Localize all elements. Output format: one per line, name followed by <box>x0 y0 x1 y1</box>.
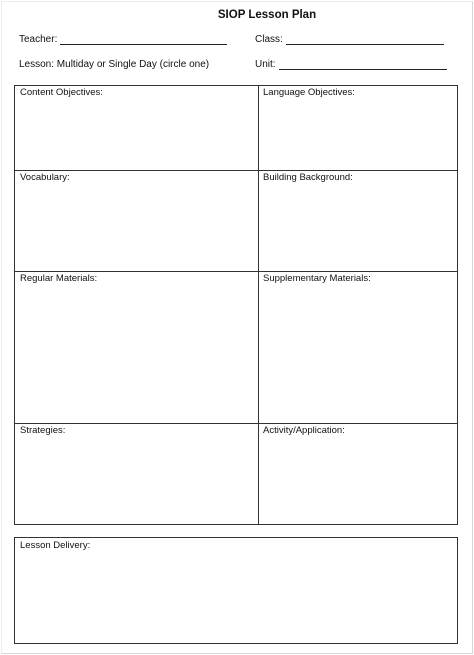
page-title: SIOP Lesson Plan <box>217 9 317 21</box>
lesson-grid <box>14 85 458 525</box>
language-objectives-label: Language Objectives: <box>263 87 355 98</box>
class-line[interactable] <box>286 35 444 45</box>
class-field <box>255 34 444 45</box>
grid-divider-row-3 <box>15 423 457 424</box>
grid-divider-vertical <box>258 86 259 524</box>
vocabulary-label: Vocabulary: <box>20 172 70 183</box>
unit-label: Unit: <box>255 59 276 70</box>
strategies-label: Strategies: <box>20 425 66 436</box>
teacher-line[interactable] <box>60 35 227 45</box>
grid-divider-row-1 <box>15 170 457 171</box>
grid-divider-row-2 <box>15 271 457 272</box>
lesson-delivery-box <box>14 537 458 644</box>
activity-application-label: Activity/Application: <box>263 425 345 436</box>
regular-materials-label: Regular Materials: <box>20 273 98 284</box>
lesson-field <box>19 59 209 70</box>
unit-field <box>255 59 447 70</box>
teacher-label: Teacher: <box>19 34 58 45</box>
lesson-label: Lesson: Multiday or Single Day (circle one) <box>19 59 210 70</box>
building-background-label: Building Background: <box>263 172 353 183</box>
supplementary-materials-label: Supplementary Materials: <box>263 273 371 284</box>
teacher-field <box>19 34 227 45</box>
unit-line[interactable] <box>279 60 447 70</box>
class-label: Class: <box>255 34 283 45</box>
content-objectives-label: Content Objectives: <box>20 87 103 98</box>
lesson-delivery-label: Lesson Delivery: <box>20 540 91 551</box>
